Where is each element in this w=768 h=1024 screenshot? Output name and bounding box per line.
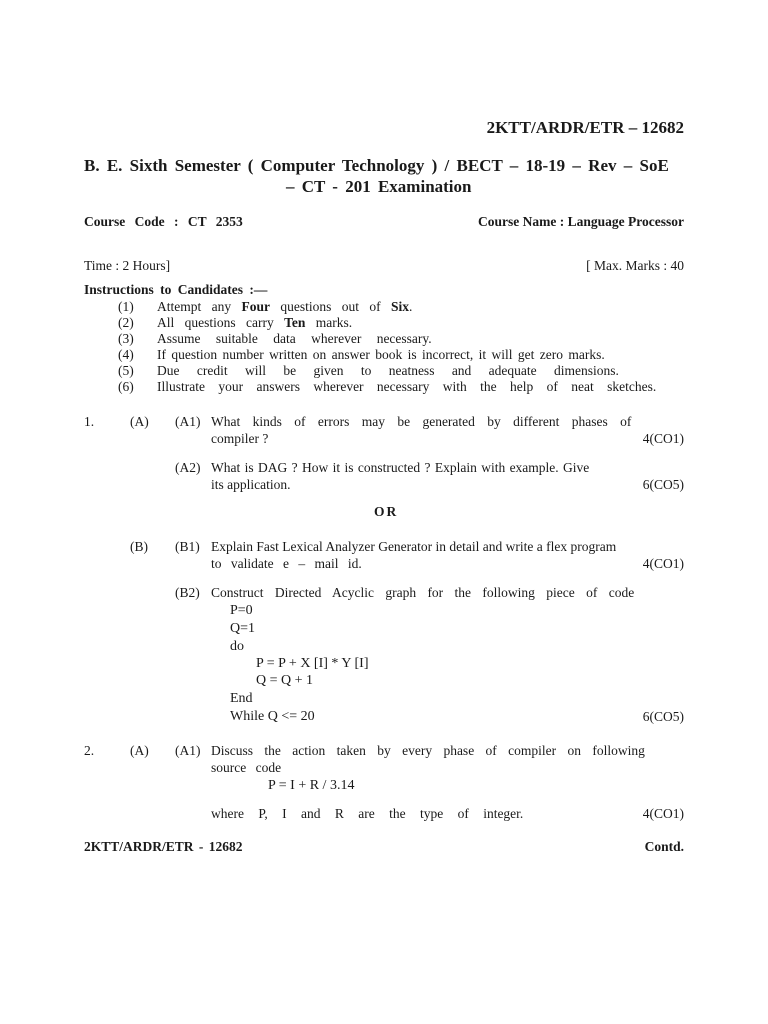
question-text: where P, I and R are the type of integer. xyxy=(211,806,524,821)
instruction-item: All questions carry Ten marks. xyxy=(157,315,353,330)
instruction-number: (6) xyxy=(118,379,134,394)
instruction-number: (5) xyxy=(118,363,134,378)
instruction-number: (2) xyxy=(118,315,134,330)
instructions-heading: Instructions to Candidates :— xyxy=(84,282,268,297)
code-line: End xyxy=(230,691,253,706)
exam-title-line1: B. E. Sixth Semester ( Computer Technology ) / BECT – 18-19 – Rev – SoE xyxy=(84,156,669,175)
question-text: Construct Directed Acyclic graph for the following piece of code xyxy=(211,585,635,600)
marks: 6(CO5) xyxy=(642,709,684,724)
subpart-label: (A2) xyxy=(175,460,201,475)
question-text: What is DAG ? How it is constructed ? Explain with example. Give xyxy=(211,460,590,475)
instruction-number: (4) xyxy=(118,347,134,362)
question-number: 1. xyxy=(84,414,95,429)
course-name: Course Name : Language Processor xyxy=(478,214,684,229)
max-marks: [ Max. Marks : 40 xyxy=(586,258,684,273)
marks: 6(CO5) xyxy=(642,477,684,492)
question-text: to validate e – mail id. xyxy=(211,556,362,571)
question-text: its application. xyxy=(211,477,291,492)
footer-paper-code: 2KTT/ARDR/ETR - 12682 xyxy=(84,839,243,854)
code-line: Q = Q + 1 xyxy=(256,673,314,688)
subpart-label: (B2) xyxy=(175,585,200,600)
part-label: (A) xyxy=(130,743,149,758)
question-text: compiler ? xyxy=(211,431,269,446)
subpart-label: (B1) xyxy=(175,539,200,554)
instruction-item: Attempt any Four questions out of Six. xyxy=(157,299,413,314)
instruction-number: (1) xyxy=(118,299,134,314)
code-line: P = P + X [I] * Y [I] xyxy=(256,656,369,671)
paper-code: 2KTT/ARDR/ETR – 12682 xyxy=(486,118,684,137)
code-line: do xyxy=(230,639,244,654)
question-text: Explain Fast Lexical Analyzer Generator in detail and write a flex program xyxy=(211,539,617,554)
part-label: (B) xyxy=(130,539,148,554)
exam-time: Time : 2 Hours] xyxy=(84,258,171,273)
subpart-label: (A1) xyxy=(175,743,201,758)
code-line: P=0 xyxy=(230,603,253,618)
question-number: 2. xyxy=(84,743,95,758)
question-text: Discuss the action taken by every phase of compiler on following xyxy=(211,743,645,758)
instruction-item: If question number written on answer book is incorrect, it will get zero marks. xyxy=(157,347,605,362)
or-separator: OR xyxy=(374,504,399,519)
question-text: source code xyxy=(211,760,282,775)
course-code: Course Code : CT 2353 xyxy=(84,214,243,229)
instruction-item: Due credit will be given to neatness and adequate dimensions. xyxy=(157,363,619,378)
instruction-item: Assume suitable data wherever necessary. xyxy=(157,331,432,346)
marks: 4(CO1) xyxy=(642,806,684,821)
marks: 4(CO1) xyxy=(642,556,684,571)
subpart-label: (A1) xyxy=(175,414,201,429)
code-expression: P = I + R / 3.14 xyxy=(268,778,355,793)
marks: 4(CO1) xyxy=(642,431,684,446)
exam-title-line2: – CT - 201 Examination xyxy=(286,177,472,196)
part-label: (A) xyxy=(130,414,149,429)
question-text: What kinds of errors may be generated by different phases of xyxy=(211,414,632,429)
code-line: Q=1 xyxy=(230,621,256,636)
instruction-item: Illustrate your answers wherever necessary with the help of neat sketches. xyxy=(157,379,657,394)
code-line: While Q <= 20 xyxy=(230,709,315,724)
footer-contd: Contd. xyxy=(644,839,684,854)
instruction-number: (3) xyxy=(118,331,134,346)
